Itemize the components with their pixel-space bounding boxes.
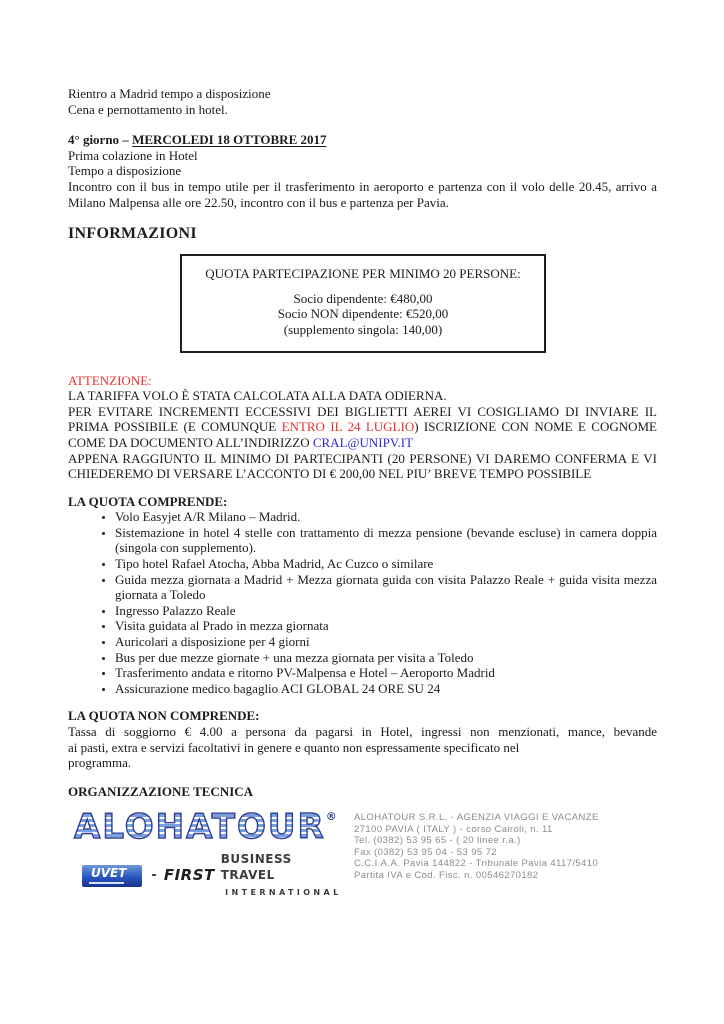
day4-lines xyxy=(68,148,657,179)
text-segment: ) ISCRIZIONE CON NOME E COGNOME COME DA DOCUMENTO ALL’INDIRIZZO xyxy=(68,419,657,450)
bullet-item: • Trasferimento andata e ritorno PV-Malpensa e Hotel – Aeroporto Madrid xyxy=(115,665,657,681)
text-segment: LA TARIFFA VOLO È STATA CALCOLATA ALLA DATA ODIERNA. xyxy=(68,388,447,404)
bullet-item: • Auricolari a disposizione per 4 giorni xyxy=(115,634,657,650)
attention-section xyxy=(68,373,657,482)
company-info xyxy=(354,812,599,881)
business-travel-label: BUSINESS TRAVEL xyxy=(220,852,292,882)
international-label: INTERNATIONAL xyxy=(225,887,342,897)
day4-line: Prima colazione in Hotel xyxy=(68,147,198,163)
text-segment: PER EVITARE INCREMENTI ECCESSIVI DEI BIGLIETTI AEREI VI COSIGLIAMO DI INVIARE IL PRIMA POSSIBILE (E COMUNQUE xyxy=(68,403,657,435)
text-segment: ENTRO IL 24 LUGLIO xyxy=(281,419,415,435)
quota-comprende-heading: LA QUOTA COMPRENDE: xyxy=(68,493,228,509)
paragraph-line: ai pasti, extra e servizi facoltativi in genere e quanto non espressamente specificato nel xyxy=(68,739,520,755)
attention-paragraph xyxy=(68,404,657,451)
quota-price-line: (supplemento singola: 140,00) xyxy=(283,321,443,337)
organizzazione-heading: ORGANIZZAZIONE TECNICA xyxy=(68,783,254,799)
attention-paragraph xyxy=(68,451,657,482)
bullet-item: • Bus per due mezze giornate + una mezza giornata per visita a Toledo xyxy=(115,650,657,666)
attention-paragraphs xyxy=(68,388,657,482)
company-info-line: 27100 PAVIA ( ITALY ) - corso Cairoli, n. 11 xyxy=(354,823,553,835)
quota-non-comprende-paragraph xyxy=(68,724,657,771)
attention-paragraph xyxy=(68,388,657,404)
quota-box-title: QUOTA PARTECIPAZIONE PER MINIMO 20 PERSONE: xyxy=(205,266,521,282)
day4-heading xyxy=(68,132,657,148)
first-logo: FIRST xyxy=(163,866,215,885)
alohatour-wordmark-row xyxy=(74,807,346,848)
company-info-line: ALOHATOUR S.R.L. - AGENZIA VIAGGI E VACANZE xyxy=(354,812,599,824)
bullet-item: • Guida mezza giornata a Madrid + Mezza giornata guida con visita Palazzo Reale + guida visita mezza giornata a Toledo xyxy=(115,572,657,603)
day4-line: Tempo a disposizione xyxy=(68,163,182,179)
alohatour-wordmark: ALOHATOUR xyxy=(74,807,326,848)
intro-line: Cena e pernottamento in hotel. xyxy=(68,101,228,117)
intro-line: Rientro a Madrid tempo a disposizione xyxy=(68,86,271,101)
intro-paragraph xyxy=(68,86,657,117)
bullet-item: • Volo Easyjet A/R Milano – Madrid. xyxy=(115,509,657,525)
day4-heading-prefix: 4° giorno – xyxy=(68,132,133,148)
alohatour-logo xyxy=(68,809,346,900)
company-info-line: C.C.I.A.A. Pavia 144822 - Tribunale Pavia 4117/5410 xyxy=(354,858,599,870)
company-info-line: Partita IVA e Cod. Fisc. n. 00546270182 xyxy=(354,869,539,881)
quota-non-comprende-heading: LA QUOTA NON COMPRENDE: xyxy=(68,708,260,724)
email-link[interactable]: CRAL@UNIPV.IT xyxy=(312,434,414,450)
day4-paragraph: Incontro con il bus in tempo utile per il trasferimento in aeroporto e partenza con il volo delle 20.45, arrivo a Milano Malpensa alle ore 22.50, incontro con il bus e partenza per Pavia. xyxy=(68,178,657,210)
quota-box xyxy=(180,254,546,352)
quota-price-line: Socio dipendente: €480,00 xyxy=(293,290,433,306)
quota-price-line: Socio NON dipendente: €520,00 xyxy=(277,306,449,322)
uvet-logo: UVET xyxy=(82,865,142,887)
paragraph-line: programma. xyxy=(68,755,132,771)
quota-box-lines xyxy=(192,291,534,338)
bullet-item: • Tipo hotel Rafael Atocha, Abba Madrid, Ac Cuzco o similare xyxy=(115,556,657,572)
company-info-line: Tel. (0382) 53 95 65 - ( 20 linee r.a.) xyxy=(354,835,521,847)
informazioni-heading: INFORMAZIONI xyxy=(68,225,197,243)
bullet-item: • Ingresso Palazzo Reale xyxy=(115,603,657,619)
partner-logos-row xyxy=(82,852,346,900)
quota-comprende-list xyxy=(68,509,657,696)
footer-logos xyxy=(68,809,657,900)
day4-heading-date: MERCOLEDI 18 OTTOBRE 2017 xyxy=(132,132,327,148)
bullet-item: • Visita guidata al Prado in mezza giornata xyxy=(115,618,657,634)
business-travel-block xyxy=(221,852,346,900)
bullet-item: • Sistemazione in hotel 4 stelle con trattamento di mezza pensione (bevande escluse) in camera doppia (singola con supplemento). xyxy=(115,525,657,556)
registered-trademark-icon: ® xyxy=(325,810,337,824)
bullet-item: • Assicurazione medico bagaglio ACI GLOBAL 24 ORE SU 24 xyxy=(115,681,657,697)
company-info-line: Fax (0382) 53 95 04 - 53 95 72 xyxy=(354,846,497,858)
attention-label: ATTENZIONE: xyxy=(68,372,152,388)
logo-separator-dash: - xyxy=(151,868,157,884)
paragraph-line: Tassa di soggiorno € 4.00 a persona da pagarsi in Hotel, ingressi non menzionati, mance, bevande xyxy=(68,724,657,739)
text-segment: APPENA RAGGIUNTO IL MINIMO DI PARTECIPANTI (20 PERSONE) VI DAREMO CONFERMA E VI CHIEDEREMO DI VERSARE L’ACCONTO DI € 200,00 NEL PIU’ BREVE TEMPO POSSIBILE xyxy=(68,450,657,482)
